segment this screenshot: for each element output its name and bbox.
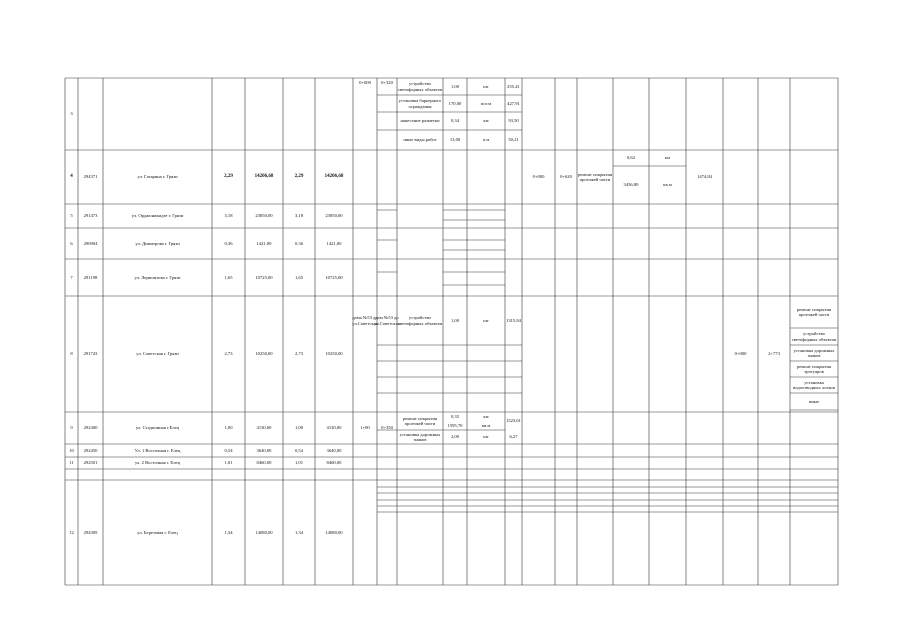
- road-name: ул. Лермонтова г. Грязи: [134, 274, 181, 280]
- work-cost: 255,41: [507, 83, 520, 89]
- km-start: 0+000: [734, 351, 747, 357]
- road-area: 3640,00: [256, 447, 272, 453]
- road-area-repaired: 14206,68: [324, 174, 344, 180]
- road-name: [107, 78, 208, 150]
- road-area-repaired: 4130,00: [326, 425, 342, 431]
- road-length-repaired: 0,54: [294, 447, 304, 453]
- road-area-repaired: 10250,00: [325, 351, 343, 357]
- work-cost: 1315,84: [506, 317, 521, 323]
- work-type: нанесение разметки: [400, 118, 440, 124]
- road-length: 1,65: [224, 274, 233, 280]
- road-length-repaired: 3,18: [294, 213, 304, 219]
- work-quantity: 1,00: [450, 83, 460, 89]
- work-unit: кв.м: [481, 422, 491, 428]
- road-area-repaired: 14080,00: [325, 529, 343, 535]
- row-number: 6: [70, 240, 73, 246]
- work-quantity: 1595,70: [447, 422, 463, 428]
- road-length: 1,34: [224, 529, 233, 535]
- work-type: устройство светофорных объектов: [397, 315, 443, 326]
- road-length-repaired: 1,00: [294, 425, 304, 431]
- work-quantity: 1,00: [450, 317, 460, 323]
- road-area-repaired: 1421,00: [326, 240, 342, 246]
- work-quantity: 0,34: [450, 118, 460, 124]
- road-length-repaired: 1,65: [294, 274, 304, 280]
- work-quantity: 3456,80: [623, 182, 639, 188]
- road-id: 291473: [83, 213, 98, 219]
- road-id: 294309: [83, 529, 98, 535]
- road-id: 294371: [83, 174, 98, 180]
- road-area: 10725,00: [255, 274, 273, 280]
- work-quantity: 2,00: [450, 434, 460, 440]
- road-length-repaired: 1,01: [294, 460, 304, 466]
- work-type: установка дорожных знаков: [399, 431, 441, 442]
- road-id: 292501: [83, 460, 98, 466]
- km-end: 0+620: [560, 174, 572, 180]
- road-area: 4130,00: [256, 425, 272, 431]
- road-length-repaired: 0,36: [294, 240, 304, 246]
- work-unit: км: [664, 155, 671, 161]
- work-location: дом №53 до ул.Советская: [374, 315, 400, 326]
- work-type: ремонт покрытия проезжей части: [796, 306, 832, 317]
- road-name: ул. Димитрова г. Грязи: [135, 240, 180, 246]
- road-name: ул. Стадионная г.Елец: [135, 425, 180, 431]
- road-length-repaired: 1,34: [294, 529, 304, 535]
- road-length: 0,36: [224, 240, 233, 246]
- work-type: установка водоотводных лотков: [793, 379, 835, 390]
- work-cost: 1474,84: [697, 174, 712, 180]
- km-end: 0+350: [381, 425, 393, 431]
- work-cost: 93,50: [508, 118, 519, 124]
- road-name: ул. Орджоникидзе г. Грязи: [131, 213, 184, 219]
- row-number: 9: [70, 425, 73, 431]
- work-unit: шт: [483, 317, 489, 323]
- row-number: 11: [69, 460, 74, 466]
- work-type: установка барьерного ограждения: [398, 98, 442, 109]
- row-number: 10: [69, 447, 74, 453]
- road-area-repaired: 10725,00: [325, 274, 343, 280]
- row-number: 7: [70, 274, 73, 280]
- road-length: 0,54: [224, 447, 233, 453]
- work-cost: 50,21: [508, 137, 519, 143]
- road-area-repaired: 3640,00: [326, 447, 342, 453]
- km-start: 0+000: [359, 80, 371, 86]
- road-id: 291198: [83, 274, 98, 280]
- road-area: 14080,00: [255, 529, 273, 535]
- work-type: ремонт покрытия проезжей части: [402, 415, 438, 426]
- road-area: 14206,68: [254, 174, 274, 180]
- km-start: 1+00: [360, 425, 370, 431]
- km-end: 2+773: [768, 351, 780, 357]
- road-area-repaired: [315, 78, 353, 150]
- road-area: 1421,00: [256, 240, 272, 246]
- work-type: иные виды работ: [403, 137, 437, 143]
- road-length-repaired: [283, 78, 315, 150]
- road-length-repaired: 2,73: [294, 351, 304, 357]
- work-quantity: 170,00: [448, 100, 462, 106]
- work-quantity: 0,62: [626, 155, 636, 161]
- row-number: 8: [70, 351, 73, 357]
- work-quantity: 13,00: [449, 137, 461, 143]
- road-name: Ул. 1 Восточная г. Елец: [134, 447, 181, 453]
- km-start: 0+000: [532, 174, 545, 180]
- row-number: 12: [69, 529, 74, 535]
- work-cost: 427,91: [507, 100, 520, 106]
- road-id: 291743: [83, 351, 98, 357]
- road-area: 23850,00: [255, 213, 273, 219]
- row-number: 4: [70, 174, 73, 180]
- road-area: [245, 78, 283, 150]
- work-cost: 1523,61: [506, 418, 521, 424]
- work-unit: км: [483, 413, 489, 419]
- work-quantity: 0,35: [450, 413, 460, 419]
- work-unit: шт: [483, 434, 489, 440]
- road-id: [78, 78, 103, 150]
- row-number: 3: [70, 111, 73, 117]
- road-id: 290904: [83, 240, 98, 246]
- road-length: 3,18: [224, 213, 233, 219]
- road-area: 8460,00: [256, 460, 272, 466]
- road-area-repaired: 23850,00: [325, 213, 343, 219]
- work-unit: кв.м: [663, 182, 672, 188]
- road-id: 292300: [83, 425, 98, 431]
- work-cost: 6,27: [509, 434, 518, 440]
- road-length: 1,01: [224, 460, 233, 466]
- road-length: [212, 78, 245, 150]
- road-length-repaired: 2,29: [294, 174, 304, 180]
- work-type: ремонт покрытия проезжей части: [577, 171, 613, 182]
- road-name: ул. Гагарина г. Грязи: [137, 174, 178, 180]
- road-name: ул. Березовая г. Елец: [137, 529, 178, 535]
- work-unit: шт: [483, 83, 489, 89]
- road-length: 1,00: [224, 425, 233, 431]
- work-type: устройство светофорных объектов: [397, 81, 443, 92]
- road-name: ул. Советская г. Грязи: [136, 351, 179, 357]
- road-area-repaired: 8460,00: [326, 460, 342, 466]
- work-type: устройство светофорных объектов: [791, 331, 837, 342]
- km-end: 0+320: [381, 80, 393, 86]
- work-location: дома №53 до ул.Советская: [352, 315, 378, 326]
- work-type: ремонт покрытия тротуаров: [796, 363, 832, 374]
- work-type: установка дорожных знаков: [793, 347, 835, 358]
- road-name: ул. 2 Восточная г. Елец: [134, 460, 181, 466]
- road-length: 2,29: [224, 174, 233, 180]
- work-unit: пог.м: [480, 100, 492, 106]
- road-id: 292450: [83, 447, 98, 453]
- road-length: 2,73: [224, 351, 233, 357]
- road-area: 10250,00: [255, 351, 273, 357]
- work-unit: п.м: [482, 137, 490, 143]
- row-number: 5: [70, 213, 73, 219]
- work-type: иные: [808, 398, 820, 404]
- work-unit: км: [483, 118, 489, 124]
